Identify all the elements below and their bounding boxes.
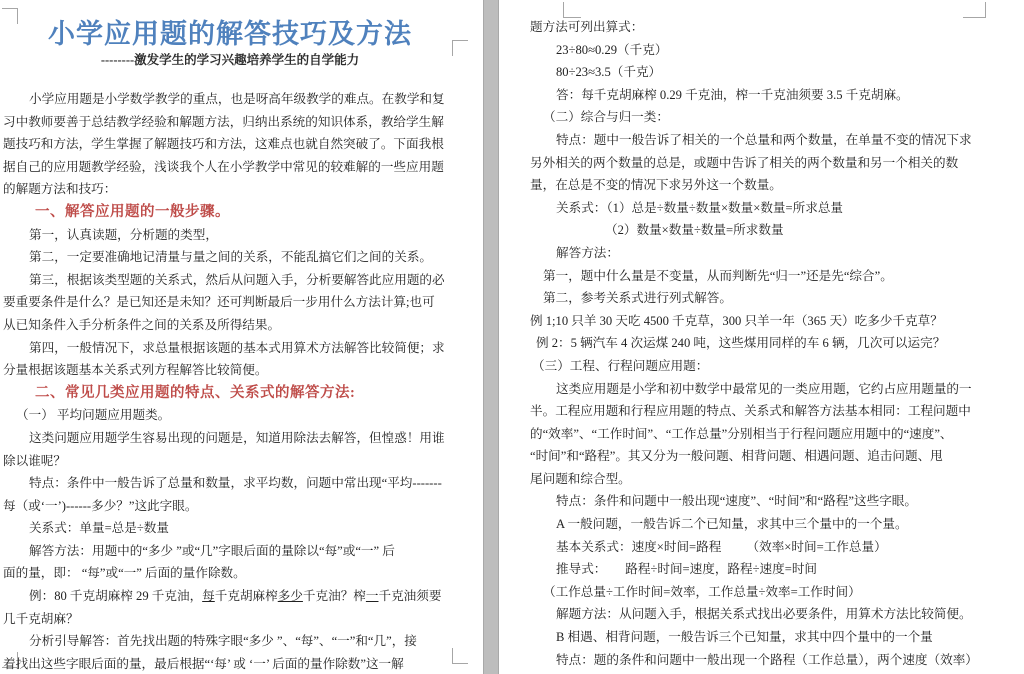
page-1 — [0, 0, 484, 674]
text-line: 特点：题中一般告诉了相关的一个总量和两个数量，在单量不变的情况下求 — [556, 132, 972, 147]
underlined-term: 一 — [365, 589, 379, 604]
text-line: 每（或‘一’)------多少？”这此字眼。 — [3, 498, 198, 513]
text-line: 第三，根据该类型题的关系式，然后从问题入手，分析要解答此应用题的必 — [29, 272, 445, 287]
text-line: 半。工程应用题和行程应用题的特点、关系式和解答方法基本相同：工程问题中 — [530, 404, 971, 419]
text-line: 推导式： 路程÷时间=速度，路程÷速度=时间 — [556, 562, 818, 577]
text-line: 要重要条件是什么？是已知还是未知？还可判断最后一步用什么方法计算;也可 — [3, 295, 435, 310]
text-line: 的“效率”、“工作时间”、“工作总量”分别相当于行程问题应用题中的“速度”、 — [530, 426, 953, 441]
text-line: 除以谁呢？ — [3, 453, 66, 468]
text-line: （二）综合与归一类： — [543, 110, 669, 125]
text-line: 第四，一般情况下，求总量根据该题的基本式用算术方法解答比较简便；求 — [29, 340, 445, 355]
text-line: 另外相关的两个数量的总是，或题中告诉了相关的两个数量和另一个相关的数 — [530, 155, 959, 170]
text-line: 解答方法： — [556, 245, 619, 260]
text-line: 解题方法：从问题入手，根据关系式找出必要条件，用算术方法比较简便。 — [556, 607, 972, 622]
text-line: （三）工程、行程问题应用题： — [532, 358, 709, 373]
underlined-example-line — [3, 585, 473, 608]
text-line: 这类应用题是小学和初中数学中最常见的一类应用题，它约占应用题量的一 — [556, 381, 972, 396]
text-line: 特点：条件和问题中一般出现“速度”、“时间”和“路程”这些字眼。 — [556, 494, 917, 509]
section-heading: 二、常见几类应用题的特点、关系式的解答方法: — [35, 384, 356, 401]
doc-title: 小学应用题的解答技巧及方法 — [48, 19, 412, 49]
text-line: （工作总量÷工作时间=效率，工作总量÷效率=工作时间） — [543, 584, 861, 599]
text-line: 特点：条件中一般告诉了总量和数量，求平均数，问题中常出现“平均------- — [29, 476, 442, 491]
text-line: 习中教师要善于总结教学经验和解题方法，归纳出系统的知识体系，教给学生解 — [3, 114, 444, 129]
text-line: 解答方法：用题中的“多少 ”或“几”字眼后面的量除以“每”或“一” 后 — [29, 543, 395, 558]
text-line: 从已知条件入手分析条件之间的关系及所得结果。 — [3, 317, 281, 332]
text-line: 据自己的应用题教学经验，浅谈我个人在小学教学中常见的较难解的一些应用题 — [3, 159, 444, 174]
text-line: 答：每千克胡麻榨 0.29 千克油，榨一千克油须要 3.5 千克胡麻。 — [556, 87, 909, 102]
text-line: 关系式：单量=总是÷数量 — [29, 521, 169, 536]
text-line: 分析引导解答：首先找出题的特殊字眼“多少 ”、“每”、“一”和“几”，接 — [29, 634, 417, 649]
text-line: 23÷80≈0.29（千克） — [556, 42, 668, 57]
text-line: “时间”和“路程”。其又分为一般问题、相背问题、相遇问题、追击问题、甩 — [530, 449, 943, 464]
text-line: 基本关系式：速度×时间=路程 （效率×时间=工作总量） — [556, 539, 887, 554]
text-line: 例 1;10 只羊 30 天吃 4500 千克草，300 只羊一年（365 天）吃多少千克草？ — [530, 313, 943, 328]
text-segment: 例：80 千克胡麻榨 29 千克油， — [29, 589, 203, 604]
text-line: 小学应用题是小学数学教学的重点，也是呀高年级教学的难点。在教学和复 — [29, 92, 445, 106]
text-line: 例 2：5 辆汽车 4 次运煤 240 吨，这些煤用同样的车 6 辆，几次可以运完？ — [536, 336, 946, 351]
underlined-term: 每 — [202, 589, 215, 604]
text-line: 第一，题中什么量是不变量，从而判断先“归一”还是先“综合”。 — [543, 268, 893, 283]
page-gap — [484, 0, 498, 674]
text-line: （2）数量×数量÷数量=所求数量 — [605, 223, 784, 238]
page-2 — [498, 0, 1024, 674]
text-line: 第二，一定要准确地记清量与量之间的关系，不能乱搞它们之间的关系。 — [29, 250, 432, 265]
text-line: 题方法可列出算式： — [530, 20, 644, 34]
text-line: 分量根据该题基本关系式列方程解答比较简便。 — [3, 363, 268, 378]
doc-subtitle: --------激发学生的学习兴趣培养学生的自学能力 — [100, 53, 360, 67]
text-line: 着找出这些字眼后面的量，最后根据“‘每’ 或 ‘一’ 后面的量作除数”这一解 — [3, 656, 404, 671]
text-line: 面的量，即： “每”或“一” 后面的量作除数。 — [3, 566, 246, 581]
page-2-text-block — [530, 16, 1016, 671]
underlined-term: 多少 — [277, 589, 303, 604]
text-segment: 千克胡麻榨 — [214, 589, 278, 604]
text-segment: 千克油？榨 — [302, 589, 366, 604]
text-line: 第二，参考关系式进行列式解答。 — [543, 291, 732, 306]
text-line: 特点：题的条件和问题中一般出现一个路程（工作总量），两个速度（效率） — [556, 652, 978, 667]
text-line: 第一，认真读题，分析题的类型， — [29, 227, 218, 242]
text-line: 量，在总是不变的情况下求另外这一个数量。 — [530, 178, 782, 193]
text-line: 尾问题和综合型。 — [530, 471, 631, 486]
text-line: 几千克胡麻？ — [3, 611, 79, 626]
text-line: 关系式：（1）总是÷数量÷数量×数量×数量=所求总量 — [556, 200, 844, 215]
text-line: A 一般问题，一般告诉二个已知量，求其中三个量中的一个量。 — [556, 517, 908, 532]
text-line: B 相遇、相背问题，一般告诉三个已知量，求其中四个量中的一个量 — [556, 630, 933, 645]
text-segment: 千克油须要 — [378, 589, 442, 604]
text-line: 的解题方法和技巧： — [3, 182, 117, 197]
section-heading: 一、解答应用题的一般步骤。 — [35, 203, 230, 220]
text-line: （一） 平均问题应用题类。 — [16, 408, 171, 423]
text-line: 这类问题应用题学生容易出现的问题是，知道用除法去解答，但惶惑！用谁 — [29, 430, 445, 445]
text-line: 80÷23≈3.5（千克） — [556, 65, 662, 80]
page-1-text-block — [3, 88, 473, 674]
text-line: 题技巧和方法，学生掌握了解题技巧和方法，这难点也就自然突破了。下面我根 — [3, 137, 444, 152]
